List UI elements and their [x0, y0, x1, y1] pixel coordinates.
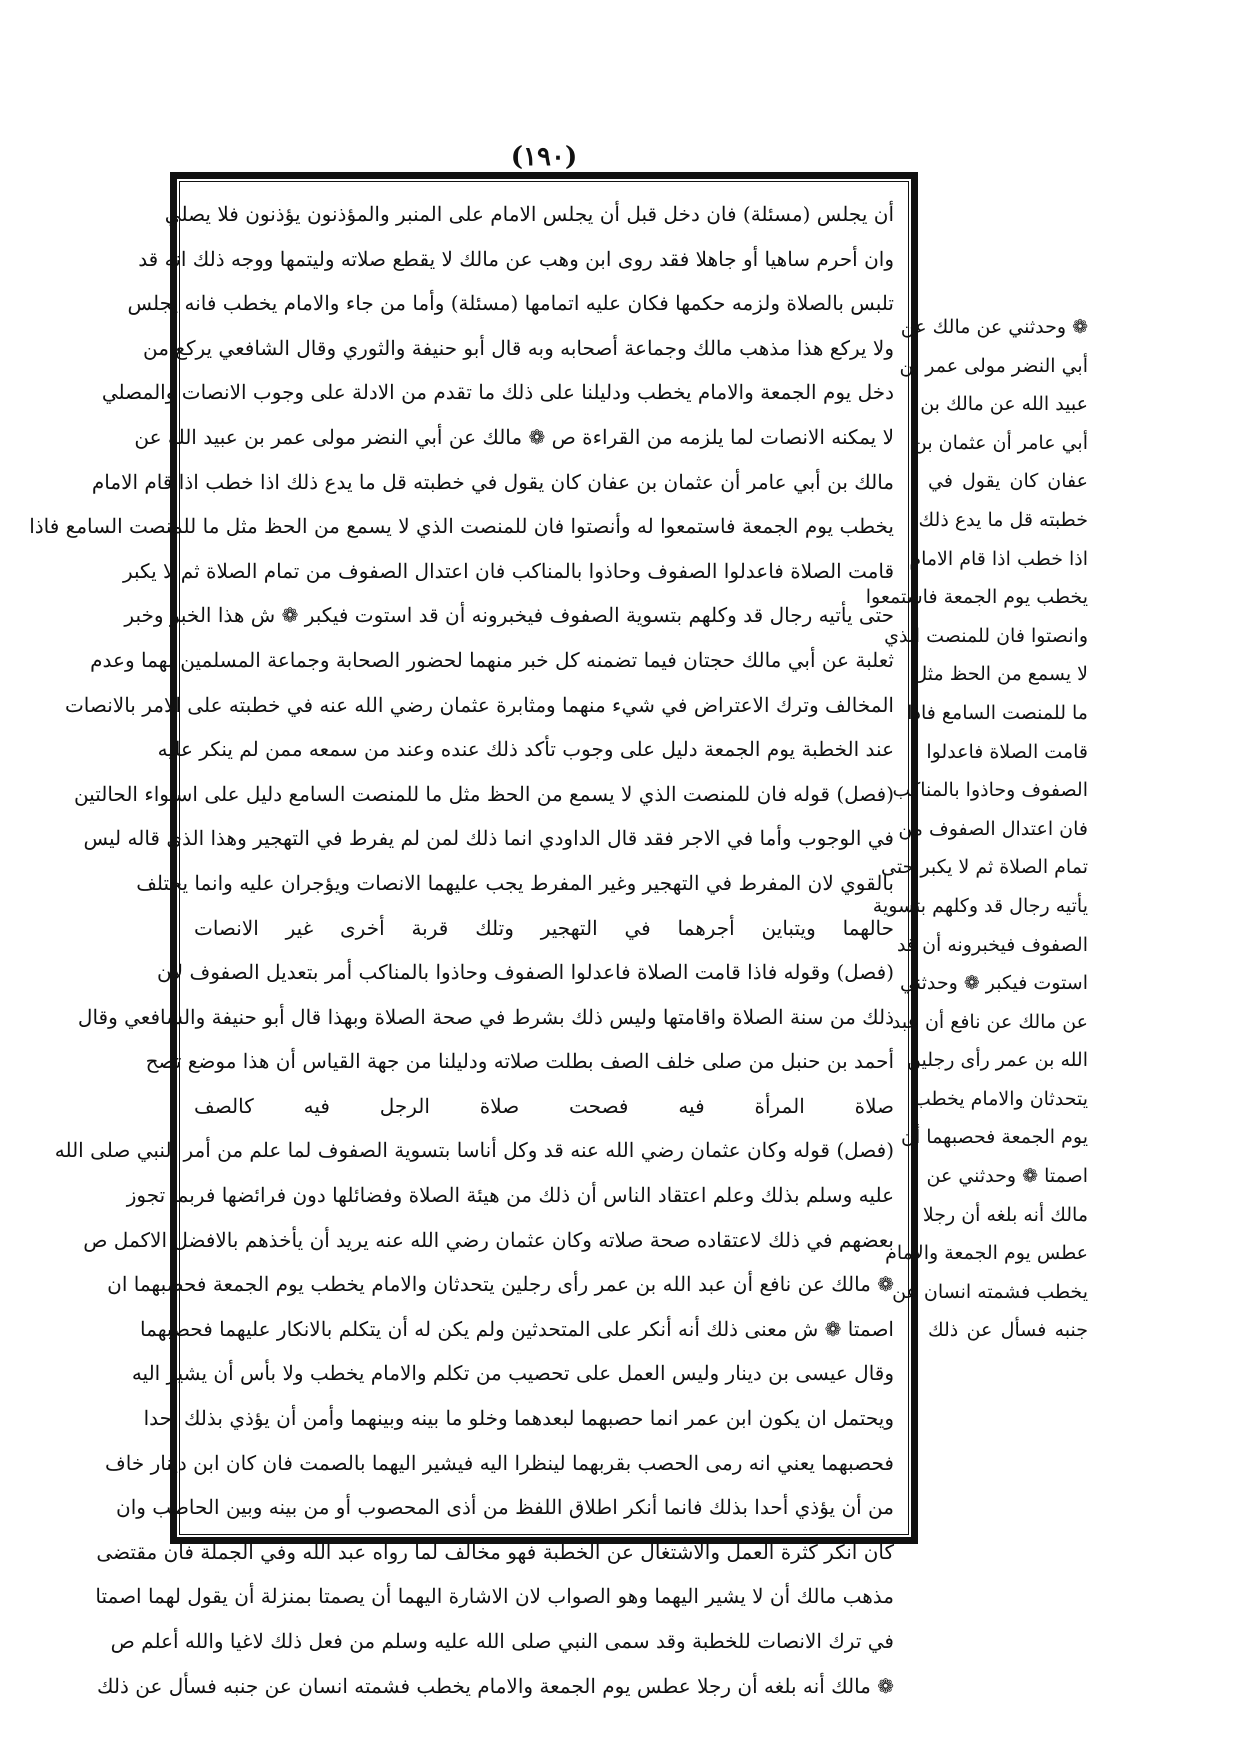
main-text-line: عند الخطبة يوم الجمعة دليل على وجوب تأكد ذلك عنده وعند من سمعه ممن لم ينكر عليه [157, 737, 894, 762]
margin-text-line: فان اعتدال الصفوف من [898, 817, 1088, 840]
main-text-line: اصمتا ❁ ش معنى ذلك أنه أنكر على المتحدثين ولم يكن له أن يتكلم بالانكار عليهما فحصبهما [140, 1316, 894, 1341]
margin-text-line: أبي عامر أن عثمان بن [912, 431, 1088, 454]
page-number: (١٩٠) [510, 142, 578, 172]
main-text-line: مالك بن أبي عامر أن عثمان بن عفان كان يقول في خطبته قل ما يدع ذلك اذا خطب اذا قام الامام [91, 469, 894, 494]
main-text-line: ❁ مالك عن نافع أن عبد الله بن عمر رأى رجلين يتحدثان والامام يخطب يوم الجمعة فحصبهما ان [107, 1272, 894, 1297]
main-text-frame [29, 172, 918, 1698]
margin-text-line: ❁ وحدثني عن مالك عن [900, 316, 1088, 338]
main-text-line: بالقوي لان المفرط في التهجير وغير المفرط يجب عليهما الانصات ويؤجران عليه وانما يختلف [136, 870, 894, 895]
margin-text-line: الصفوف فيخبرونه أن قد [896, 933, 1088, 956]
margin-text-line: عفان كان يقول في [928, 470, 1088, 493]
main-text-line: بعضهم في ذلك لاعتقاده صحة صلاته وكان عثمان رضي الله عنه يريد أن يأخذهم بالافضل الاكمل ص [83, 1227, 894, 1252]
margin-text-line: يتحدثان والامام يخطب [912, 1087, 1088, 1110]
margin-text-line: مالك أنه بلغه أن رجلا [922, 1203, 1088, 1226]
margin-text-line: عبيد الله عن مالك بن [920, 393, 1088, 416]
main-text-line: مذهب مالك أن لا يشير اليهما وهو الصواب لان الاشارة اليهما أن يصمتا بمنزلة أن يقول لهما اصمتا [95, 1584, 894, 1609]
main-text-line: قامت الصلاة فاعدلوا الصفوف وحاذوا بالمناكب فان اعتدال الصفوف من تمام الصلاة ثم لا يكبر [122, 558, 894, 583]
main-text-line: ذلك من سنة الصلاة واقامتها وليس ذلك بشرط في صحة الصلاة وبهذا قال أبو حنيفة والشافعي وقال [77, 1004, 894, 1029]
margin-text-line: يخطب فشمته انسان عن [892, 1280, 1088, 1303]
margin-text-line: وانصتوا فان للمنصت الذي [884, 624, 1088, 647]
margin-text-line: اصمتا ❁ وحدثني عن [926, 1165, 1088, 1188]
margin-text-line: جنبه فسأل عن ذلك [928, 1319, 1088, 1342]
main-text-line: في الوجوب وأما في الاجر فقد قال الداودي انما ذلك لمن لم يفرط في التهجير وهذا الذي قاله ليس [83, 826, 894, 851]
margin-text-line: استوت فيكبر ❁ وحدثني [900, 972, 1088, 995]
main-text-line: كان أنكر كثرة العمل والاشتغال عن الخطبة فهو مخالف لما رواه عبد الله وفي الجملة فان مقتضى [96, 1539, 894, 1564]
margin-text-line: ما للمنصت السامع فاذا [907, 701, 1088, 724]
margin-text-line: اذا خطب اذا قام الامام [909, 547, 1088, 570]
margin-hadith-text [865, 308, 1088, 1428]
margin-text-line: يخطب يوم الجمعة فاستمعوا [865, 586, 1088, 609]
margin-text-line: يوم الجمعة فحصبهما أن [901, 1126, 1088, 1149]
main-text-line: من أن يؤذي أحدا بذلك فانما أنكر اطلاق اللفظ من أذى المحصوب أو من بينه وبين الحاصب وان [116, 1495, 894, 1520]
main-text-line: (فصل) قوله فان للمنصت الذي لا يسمع من الحظ مثل ما للمنصت السامع دليل على استواء الحالتين [73, 781, 894, 806]
main-text-line: حتى يأتيه رجال قد وكلهم بتسوية الصفوف فيخبرونه أن قد استوت فيكبر ❁ ش هذا الخبر وخبر [124, 603, 894, 628]
main-text-line: ❁ مالك أنه بلغه أن رجلا عطس يوم الجمعة والامام يخطب فشمته انسان عن جنبه فسأل عن ذلك [97, 1673, 894, 1698]
main-text-line: المخالف وترك الاعتراض في شيء منهما ومثابرة عثمان رضي الله عنه في خطبته على الامر بالانصات [64, 692, 894, 717]
margin-text-line: عن مالك عن نافع أن عبد [891, 1010, 1088, 1033]
main-text-line: أحمد بن حنبل من صلى خلف الصف بطلت صلاته ودليلنا من جهة القياس أن هذا موضع تصح [145, 1049, 894, 1074]
margin-text-line: تمام الصلاة ثم لا يكبر حتى [881, 856, 1088, 879]
margin-text-line: قامت الصلاة فاعدلوا [926, 740, 1088, 763]
main-text-line: حالهما ويتباين أجرهما في التهجير وتلك قربة أخرى غير الانصات [194, 915, 894, 940]
margin-text-line: الله بن عمر رأى رجلين [907, 1049, 1088, 1072]
main-text-line: ولا يركع هذا مذهب مالك وجماعة أصحابه وبه قال أبو حنيفة والثوري وقال الشافعي يركع من [143, 335, 894, 360]
main-text-line: وان أحرم ساهيا أو جاهلا فقد روى ابن وهب عن مالك لا يقطع صلاته وليتمها ووجه ذلك انه قد [138, 246, 894, 271]
main-text-line: وقال عيسى بن دينار وليس العمل على تحصيب من تكلم والامام يخطب ولا بأس أن يشير اليه [131, 1361, 894, 1386]
main-text-line: (فصل) قوله وكان عثمان رضي الله عنه قد وكل أناسا بتسوية الصفوف لما علم من أمر النبي صلى الله [54, 1138, 894, 1163]
main-text-line: عليه وسلم بذلك وعلم اعتقاد الناس أن ذلك من هيئة الصلاة وفضائلها دون فرائضها فربما تجوز [126, 1183, 894, 1208]
margin-text-line: لا يسمع من الحظ مثل [913, 663, 1088, 686]
main-text-line: فحصبهما يعني انه رمى الحصب بقربهما لينظرا اليه فيشير اليهما بالصمت فان كان ابن دينار خاف [105, 1450, 894, 1475]
main-text-line: لا يمكنه الانصات لما يلزمه من القراءة ص ❁ مالك عن أبي النضر مولى عمر بن عبيد الله عن [134, 424, 894, 449]
main-text-line: أن يجلس (مسئلة) فان دخل قبل أن يجلس الامام على المنبر والمؤذنون يؤذنون فلا يصلي [164, 202, 894, 226]
main-text-line: (فصل) وقوله فاذا قامت الصلاة فاعدلوا الصفوف وحاذوا بالمناكب أمر بتعديل الصفوف لان [157, 960, 894, 985]
margin-text-line: أبي النضر مولى عمر بن [899, 354, 1088, 377]
main-text-body [29, 181, 909, 1698]
margin-text-line: خطبته قل ما يدع ذلك [918, 508, 1088, 531]
main-text-line: صلاة المرأة فيه فصحت صلاة الرجل فيه كالصف [194, 1093, 894, 1118]
main-text-line: في ترك الانصات للخطبة وقد سمى النبي صلى الله عليه وسلم من فعل ذلك لاغيا والله أعلم ص [110, 1629, 894, 1653]
margin-text-line: عطس يوم الجمعة والامام [885, 1242, 1088, 1265]
main-text-line: ثعلبة عن أبي مالك حجتان فيما تضمنه كل خبر منهما لحضور الصحابة وجماعة المسلمين لهما وعدم [90, 647, 894, 672]
main-text-line: دخل يوم الجمعة والامام يخطب ودليلنا على ذلك ما تقدم من الادلة على وجوب الانصات والمصلي [101, 380, 894, 405]
main-text-line: يخطب يوم الجمعة فاستمعوا له وأنصتوا فان للمنصت الذي لا يسمع من الحظ مثل ما للمنصت السامع فاذا [29, 514, 894, 539]
main-text-line: تلبس بالصلاة ولزمه حكمها فكان عليه اتمامها (مسئلة) وأما من جاء والامام يخطب فانه يجلس [127, 291, 894, 316]
margin-text-line: الصفوف وحاذوا بالمناكب [892, 779, 1088, 802]
margin-text-line: يأتيه رجال قد وكلهم بتسوية [872, 894, 1088, 917]
main-text-line: ويحتمل ان يكون ابن عمر انما حصبهما لبعدهما وخلو ما بينه وبينهما وأمن أن يؤذي بذلك أحدا [143, 1406, 894, 1431]
